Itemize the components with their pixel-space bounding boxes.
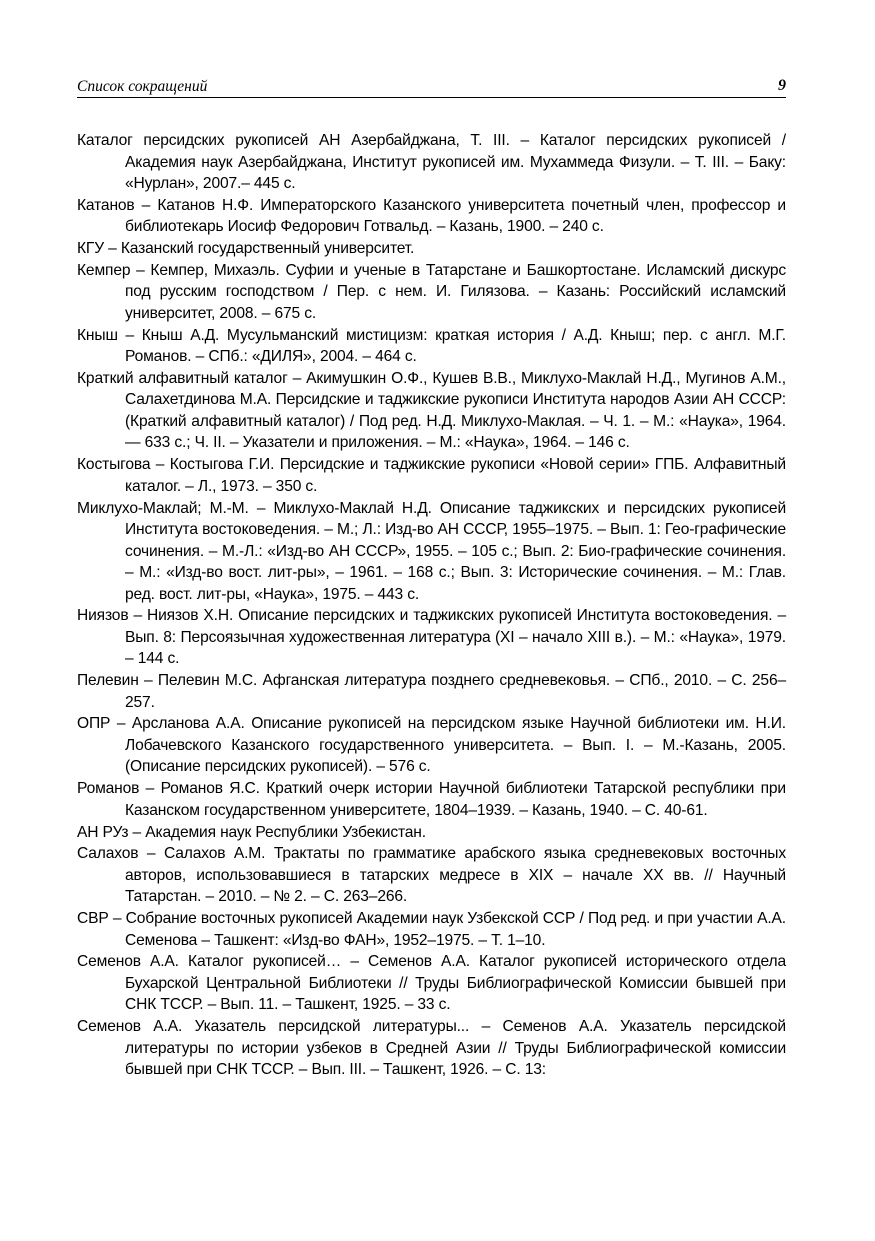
abbreviation-entry: Салахов – Салахов А.М. Трактаты по грамматике арабского языка средневековых восточных авторов, использовавшиеся в татарских медресе в XIX – начале XX вв. // Научный Татарстан. – 2010. – № 2. – С. 263–266. [77, 845, 786, 906]
page-number: 9 [778, 77, 786, 94]
abbreviation-list [77, 130, 786, 1081]
running-header [77, 77, 786, 98]
abbreviation-entry: Кныш – Кныш А.Д. Мусульманский мистицизм: краткая история / А.Д. Кныш; пер. с англ. М.Г. Романов. – СПб.: «ДИЛЯ», 2004. – 464 с. [77, 326, 786, 366]
abbreviation-entry: Романов – Романов Я.С. Краткий очерк истории Научной библиотеки Татарской республики при Казанском государственном университете, 1804–1939. – Казань, 1940. – С. 40-61. [77, 780, 786, 819]
abbreviation-entry: Пелевин – Пелевин М.С. Афганская литература позднего средневековья. – СПб., 2010. – С. 256–257. [77, 672, 786, 711]
abbreviation-entry: Семенов А.А. Каталог рукописей… – Семенов А.А. Каталог рукописей исторического отдела Бухарской Центральной Библиотеки // Труды Библиографической Комиссии бывшей при СНК ТССР. – Вып. 11. – Ташкент, 1925. – 33 с. [77, 953, 786, 1014]
section-title: Список сокращений [77, 78, 208, 95]
abbreviation-entry: Ниязов – Ниязов Х.Н. Описание персидских и таджикских рукописей Института востоковедения. – Вып. 8: Персоязычная художественная литература (XI – начало XIII в.). – М.: «Наука», 1979. – 144 с. [77, 607, 786, 668]
abbreviation-entry: СВР – Собрание восточных рукописей Академии наук Узбекской ССР / Под ред. и при участии А.А. Семенова – Ташкент: «Изд-во ФАН», 1952–1975. – Т. 1–10. [77, 910, 786, 949]
abbreviation-entry: Миклухо-Маклай; М.-М. – Миклухо-Маклай Н.Д. Описание таджикских и персидских рукописей Института востоковедения. – М.; Л.: Изд-во АН СССР, 1955–1975. – Вып. 1: Гео-графические сочинения. – М.-Л.: «Изд-во АН СССР», 1955. – 105 с.; Вып. 2: Био-графические сочинения. – М.: «Изд-во вост. лит-ры», – 1961. – 168 с.; Вып. 3: Исторические сочинения. – М.: Глав. ред. вост. лит-ры, «Наука», 1975. – 443 с. [77, 499, 786, 603]
abbreviation-entry: Кемпер – Кемпер, Михаэль. Суфии и ученые в Татарстане и Башкортостане. Исламский дискурс под русским господством / Пер. с нем. И. Гилязова. – Казань: Российский исламский университет, 2008. – 675 с. [77, 261, 786, 322]
abbreviation-entry: АН РУз – Академия наук Республики Узбекистан. [77, 823, 426, 841]
abbreviation-entry: Каталог персидских рукописей АН Азербайджана, Т. III. – Каталог персидских рукописей / Академия наук Азербайджана, Институт рукописей им. Мухаммеда Физули. – Т. III. – Баку: «Нурлан», 2007.– 445 с. [77, 132, 786, 192]
abbreviation-entry: Костыгова – Костыгова Г.И. Персидские и таджикские рукописи «Новой серии» ГПБ. Алфавитный каталог. – Л., 1973. – 350 с. [77, 456, 786, 495]
abbreviation-entry: Краткий алфавитный каталог – Акимушкин О.Ф., Кушев В.В., Миклухо-Маклай Н.Д., Мугинов А.М., Салахетдинова М.А. Персидские и таджикские рукописи Института народов Азии АН СССР: (Краткий алфавитный каталог) / Под ред. Н.Д. Миклухо-Маклая. – Ч. 1. – М.: «Наука», 1964. — 633 с.; Ч. II. – Указатели и приложения. – М.: «Наука», 1964. – 146 с. [77, 369, 786, 452]
abbreviation-entry: КГУ – Казанский государственный университет. [77, 240, 415, 258]
abbreviation-entry: Катанов – Катанов Н.Ф. Императорского Казанского университета почетный член, профессор и библиотекарь Иосиф Федорович Готвальд. – Казань, 1900. – 240 с. [77, 196, 786, 236]
abbreviation-entry: ОПР – Арсланова А.А. Описание рукописей на персидском языке Научной библиотеки им. Н.И. Лобачевского Казанского государственного университета. – Вып. I. – М.-Казань, 2005. (Описание персидских рукописей). – 576 с. [77, 715, 786, 776]
abbreviation-entry: Семенов А.А. Указатель персидской литературы... – Семенов А.А. Указатель персидской литературы по истории узбеков в Средней Азии // Труды Библиографической комиссии бывшей при СНК ТССР. – Вып. III. – Ташкент, 1926. – С. 13: [77, 1018, 786, 1079]
